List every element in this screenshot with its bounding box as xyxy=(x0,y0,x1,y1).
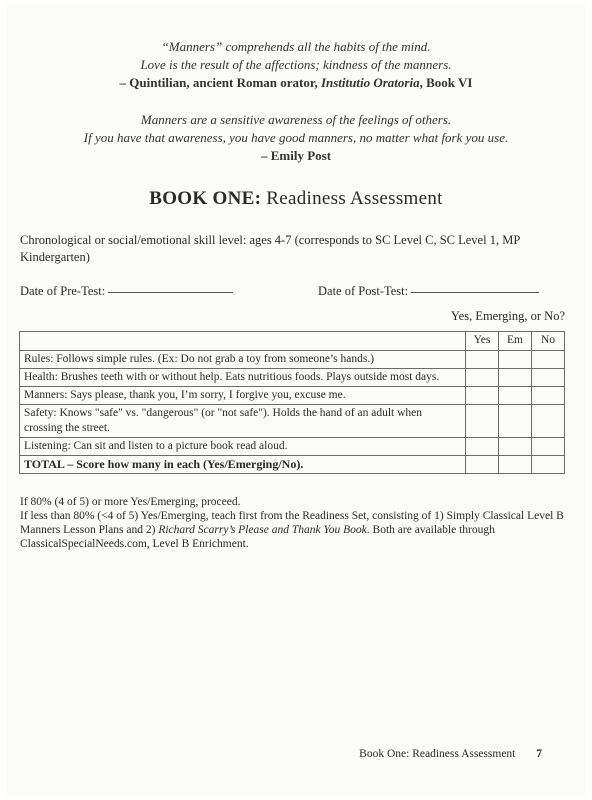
table-header-row xyxy=(20,332,565,351)
header-emerging: Em xyxy=(499,332,532,351)
table-row xyxy=(20,387,565,405)
total-label: TOTAL – Score how many in each (Yes/Emerging/No). xyxy=(20,456,466,474)
row-label: Manners: Says please, thank you, I’m sorry, I forgive you, excuse me. xyxy=(20,387,466,405)
em-cell[interactable] xyxy=(499,351,532,369)
title-rest: Readiness Assessment xyxy=(261,188,443,209)
remediation-text: If less than 80% (<4 of 5) Yes/Emerging, teach first from the Readiness Set, consisting of 1) Simply Classical Level B Manners Lesson Plans and 2) xyxy=(20,510,564,536)
pre-test-label: Date of Pre-Test: xyxy=(20,284,106,298)
quote-line: Manners are a sensitive awareness of the feelings of others. xyxy=(140,112,452,127)
yes-cell[interactable] xyxy=(466,351,499,369)
remediation-note xyxy=(20,509,565,551)
attribution-text: – Quintilian, ancient Roman orator, xyxy=(119,75,321,90)
answer-prompt: Yes, Emerging, or No? xyxy=(450,309,565,323)
quote-attribution xyxy=(0,74,592,92)
no-cell[interactable] xyxy=(532,351,565,369)
no-cell[interactable] xyxy=(532,405,565,438)
quote-line: If you have that awareness, you have good manners, no matter what fork you use. xyxy=(83,130,509,145)
row-label: Safety: Knows "safe" vs. "dangerous" (or "not safe"). Holds the hand of an adult when crossing the street. xyxy=(20,405,466,438)
em-total-cell[interactable] xyxy=(499,456,532,474)
footer-section: Book One: Readiness Assessment xyxy=(359,748,516,760)
quote-line: Love is the result of the affections; kindness of the manners. xyxy=(140,57,452,72)
yes-cell[interactable] xyxy=(466,405,499,438)
yes-total-cell[interactable] xyxy=(466,456,499,474)
table-row xyxy=(20,369,565,387)
table-header-blank xyxy=(20,332,466,351)
page-number: 7 xyxy=(536,748,542,760)
no-cell[interactable] xyxy=(532,438,565,456)
yes-cell[interactable] xyxy=(466,438,499,456)
title-bold: BOOK ONE: xyxy=(149,188,262,209)
row-label: Listening: Can sit and listen to a picture book read aloud. xyxy=(20,438,466,456)
em-cell[interactable] xyxy=(499,369,532,387)
quote-line: “Manners” comprehends all the habits of the mind. xyxy=(161,39,431,54)
quote-attribution: – Emily Post xyxy=(260,148,332,163)
table-row xyxy=(20,438,565,456)
proceed-note: If 80% (4 of 5) or more Yes/Emerging, proceed. xyxy=(20,496,241,508)
pre-test-date xyxy=(20,283,233,300)
row-label: Rules: Follows simple rules. (Ex: Do not grab a toy from someone’s hands.) xyxy=(20,351,466,369)
yes-cell[interactable] xyxy=(466,387,499,405)
page-footer xyxy=(359,748,542,760)
total-row xyxy=(20,456,565,474)
header-no: No xyxy=(532,332,565,351)
table-row xyxy=(20,405,565,438)
pre-test-line[interactable] xyxy=(108,291,233,293)
skill-level-text: Chronological or social/emotional skill level: ages 4-7 (corresponds to SC Level C, SC Level 1, MP Kindergarten) xyxy=(20,233,520,264)
post-test-label: Date of Post-Test: xyxy=(318,284,409,298)
table-row xyxy=(20,351,565,369)
header-yes: Yes xyxy=(466,332,499,351)
yes-cell[interactable] xyxy=(466,369,499,387)
page-title xyxy=(0,188,592,210)
emily-post-quote xyxy=(0,111,592,165)
remediation-text: . Both are available through ClassicalSpecialNeeds.com, Level B Enrichment. xyxy=(20,524,495,550)
no-total-cell[interactable] xyxy=(532,456,565,474)
assessment-table xyxy=(19,331,565,474)
post-test-line[interactable] xyxy=(411,291,539,293)
no-cell[interactable] xyxy=(532,369,565,387)
quintilian-quote xyxy=(0,38,592,92)
em-cell[interactable] xyxy=(499,405,532,438)
attribution-work: Institutio Oratoria xyxy=(320,75,420,90)
attribution-text: , Book VI xyxy=(419,75,473,90)
em-cell[interactable] xyxy=(499,438,532,456)
book-title: Richard Scarry’s Please and Thank You Book xyxy=(158,524,367,536)
post-test-date xyxy=(318,283,539,300)
row-label: Health: Brushes teeth with or without help. Eats nutritious foods. Plays outside most days. xyxy=(20,369,466,387)
em-cell[interactable] xyxy=(499,387,532,405)
no-cell[interactable] xyxy=(532,387,565,405)
